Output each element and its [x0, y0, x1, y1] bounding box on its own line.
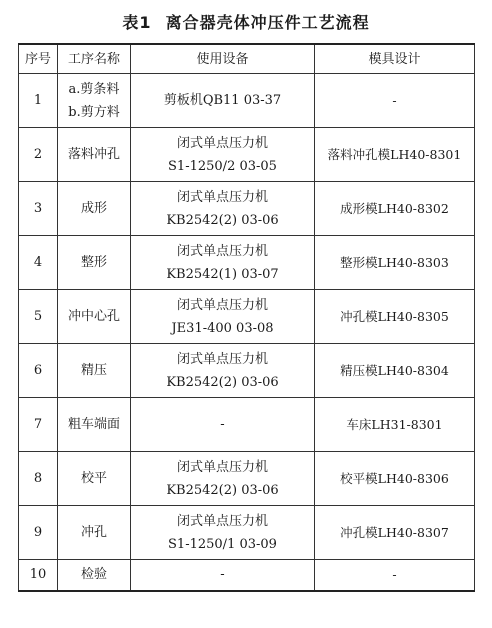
- cell-seq: 5: [19, 290, 58, 344]
- cell-process: [58, 74, 131, 128]
- cell-seq: 1: [19, 74, 58, 128]
- process-line: 粗车端面: [67, 417, 120, 432]
- cell-equipment: [131, 182, 315, 236]
- cell-equipment: [131, 128, 315, 182]
- table-row: [19, 506, 475, 560]
- equipment-line: S1-1250/1 03-09: [168, 536, 277, 552]
- cell-equipment: [131, 236, 315, 290]
- cell-mold: -: [315, 560, 475, 591]
- cell-mold: 冲孔模LH40-8305: [315, 290, 475, 344]
- process-line: 成形: [80, 201, 107, 216]
- table-row: [19, 398, 475, 452]
- process-line: 整形: [80, 255, 107, 270]
- cell-equipment: [131, 506, 315, 560]
- cell-seq: 6: [19, 344, 58, 398]
- cell-mold: -: [315, 74, 475, 128]
- table-caption: [0, 10, 492, 33]
- cell-mold: 精压模LH40-8304: [315, 344, 475, 398]
- header-mold: 模具设计: [315, 44, 475, 74]
- table-title: 离合器壳体冲压件工艺流程: [165, 13, 370, 32]
- cell-process: [58, 344, 131, 398]
- cell-equipment: [131, 398, 315, 452]
- process-line: 冲孔: [80, 525, 107, 540]
- process-line: 校平: [80, 471, 107, 486]
- cell-seq: 9: [19, 506, 58, 560]
- equipment-line: 闭式单点压力机: [176, 243, 268, 259]
- equipment-line: 剪板机QB11 03-37: [163, 93, 282, 108]
- equipment-line: -: [220, 567, 225, 583]
- table-row: [19, 74, 475, 128]
- cell-mold: 校平模LH40-8306: [315, 452, 475, 506]
- cell-mold: 成形模LH40-8302: [315, 182, 475, 236]
- process-line: 检验: [80, 567, 107, 583]
- equipment-line: 闭式单点压力机: [176, 351, 268, 367]
- table-row: [19, 290, 475, 344]
- cell-equipment: [131, 290, 315, 344]
- cell-process: [58, 236, 131, 290]
- cell-process: [58, 398, 131, 452]
- table-header: [19, 44, 475, 74]
- equipment-line: KB2542(2) 03-06: [166, 212, 279, 228]
- cell-process: [58, 506, 131, 560]
- equipment-line: JE31-400 03-08: [171, 320, 274, 336]
- cell-seq: 4: [19, 236, 58, 290]
- equipment-line: 闭式单点压力机: [176, 513, 268, 529]
- cell-equipment: [131, 74, 315, 128]
- equipment-line: 闭式单点压力机: [176, 189, 268, 205]
- table-row: [19, 182, 475, 236]
- cell-process: [58, 128, 131, 182]
- process-line: 冲中心孔: [67, 309, 120, 324]
- cell-mold: 落料冲孔模LH40-8301: [315, 128, 475, 182]
- cell-process: [58, 560, 131, 591]
- table-row: [19, 236, 475, 290]
- cell-seq: 2: [19, 128, 58, 182]
- table-row: [19, 452, 475, 506]
- cell-process: [58, 290, 131, 344]
- table-number: 表1: [122, 13, 152, 32]
- equipment-line: S1-1250/2 03-05: [168, 158, 277, 174]
- header-process: 工序名称: [58, 44, 131, 74]
- header-row: [19, 44, 475, 74]
- cell-mold: 整形模LH40-8303: [315, 236, 475, 290]
- cell-equipment: [131, 344, 315, 398]
- process-line: b.剪方料: [68, 104, 120, 120]
- process-line: 落料冲孔: [67, 147, 120, 162]
- equipment-line: 闭式单点压力机: [176, 459, 268, 475]
- cell-equipment: [131, 452, 315, 506]
- cell-seq: 10: [19, 560, 58, 591]
- equipment-line: -: [220, 417, 225, 432]
- equipment-line: KB2542(1) 03-07: [166, 266, 279, 282]
- equipment-line: KB2542(2) 03-06: [166, 374, 279, 390]
- cell-seq: 8: [19, 452, 58, 506]
- cell-mold: 冲孔模LH40-8307: [315, 506, 475, 560]
- cell-process: [58, 182, 131, 236]
- cell-equipment: [131, 560, 315, 591]
- table-row: [19, 344, 475, 398]
- cell-mold: 车床LH31-8301: [315, 398, 475, 452]
- header-equipment: 使用设备: [131, 44, 315, 74]
- equipment-line: 闭式单点压力机: [176, 297, 268, 313]
- table-body: [19, 74, 475, 591]
- table-row: [19, 128, 475, 182]
- process-line: 精压: [80, 363, 107, 378]
- table-row: [19, 560, 475, 591]
- process-line: a.剪条料: [68, 81, 120, 97]
- cell-process: [58, 452, 131, 506]
- equipment-line: 闭式单点压力机: [176, 135, 268, 151]
- header-seq: 序号: [19, 44, 58, 74]
- equipment-line: KB2542(2) 03-06: [166, 482, 279, 498]
- process-table: [18, 43, 475, 592]
- cell-seq: 7: [19, 398, 58, 452]
- cell-seq: 3: [19, 182, 58, 236]
